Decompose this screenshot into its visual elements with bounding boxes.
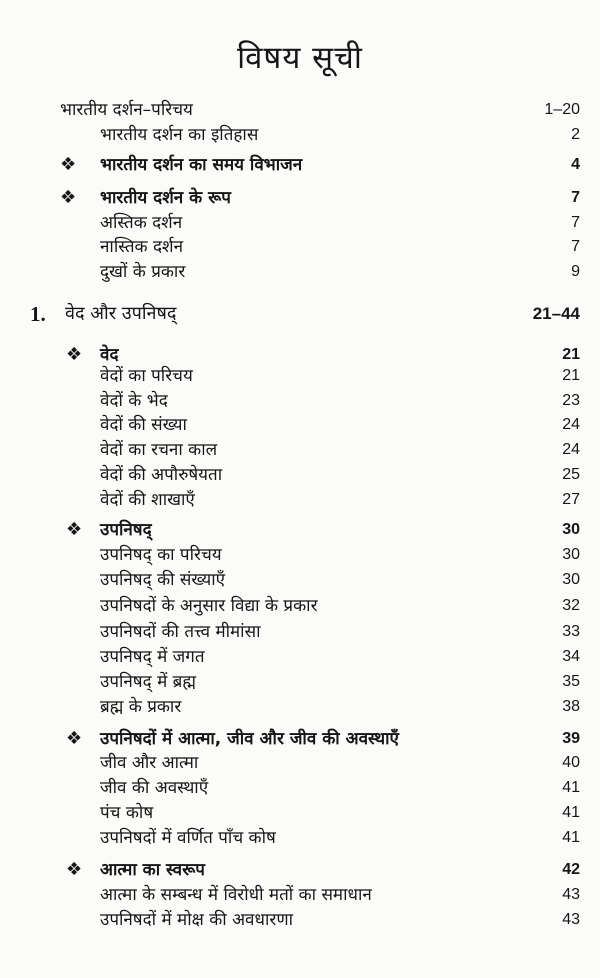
toc-entry-label: आत्मा का स्वरूप <box>100 860 205 880</box>
toc-entry-label: उपनिषदों की तत्त्व मीमांसा <box>100 622 261 642</box>
toc-entry <box>0 751 600 775</box>
toc-entry-label: उपनिषदों में मोक्ष की अवधारणा <box>100 910 294 930</box>
toc-entry-label: वेदों के भेद <box>100 391 168 411</box>
toc-entry-label: भारतीय दर्शन का समय विभाजन <box>100 155 303 175</box>
toc-entry <box>0 594 600 618</box>
toc-entry-page: 7 <box>571 189 580 206</box>
toc-entry-label: ब्रह्म के प्रकार <box>100 697 182 717</box>
toc-entry-page: 41 <box>562 829 580 846</box>
toc-entry-page: 30 <box>562 546 580 563</box>
toc-entry <box>0 543 600 567</box>
toc-entry-page: 38 <box>562 698 580 715</box>
chapter-number: 1. <box>30 302 46 326</box>
bullet-icon: ❖ <box>66 728 83 749</box>
toc-entry-page: 24 <box>562 441 580 458</box>
toc-entry-label: भारतीय दर्शन का इतिहास <box>100 125 259 145</box>
toc-entry <box>0 826 600 850</box>
toc-section <box>0 858 600 882</box>
toc-section <box>0 153 600 177</box>
toc-entry-label: वेदों की अपौरुषेयता <box>100 465 223 485</box>
toc-section <box>0 186 600 210</box>
toc-entry-page: 7 <box>571 214 580 231</box>
bullet-icon: ❖ <box>60 154 77 175</box>
toc-entry-page: 30 <box>562 521 580 538</box>
toc-entry-page: 42 <box>562 861 580 878</box>
toc-entry-page: 40 <box>562 754 580 771</box>
toc-entry-page: 21 <box>562 346 580 363</box>
toc-entry-label: उपनिषद् <box>100 520 152 540</box>
bullet-icon: ❖ <box>60 187 77 208</box>
toc-entry-label: अस्तिक दर्शन <box>100 213 183 233</box>
toc-entry <box>0 413 600 437</box>
toc-section <box>0 518 600 542</box>
toc-entry-label: उपनिषदों में वर्णित पाँच कोष <box>100 828 276 848</box>
toc-entry <box>0 670 600 694</box>
toc-entry <box>0 883 600 907</box>
toc-entry-page: 21–44 <box>532 304 580 323</box>
toc-entry-page: 9 <box>571 263 580 280</box>
toc-entry-label: वेदों की शाखाएँ <box>100 490 195 510</box>
toc-entry-page: 34 <box>562 648 580 665</box>
toc-section <box>0 727 600 751</box>
toc-entry <box>0 364 600 388</box>
toc-entry-page: 43 <box>562 911 580 928</box>
toc-entry-page: 21 <box>562 367 580 384</box>
toc-entry-page: 1–20 <box>544 101 580 118</box>
toc-entry-label: उपनिषद् में ब्रह्म <box>100 672 196 692</box>
toc-entry-page: 30 <box>562 571 580 588</box>
toc-entry <box>0 620 600 644</box>
bullet-icon: ❖ <box>66 859 83 880</box>
toc-entry-page: 39 <box>562 730 580 747</box>
toc-entry <box>0 776 600 800</box>
toc-entry-label: वेद <box>100 345 119 365</box>
toc-entry-page: 2 <box>571 126 580 143</box>
toc-entry-label: पंच कोष <box>100 803 154 823</box>
bullet-icon: ❖ <box>66 344 83 365</box>
toc-entry-page: 41 <box>562 804 580 821</box>
toc-entry-label: भारतीय दर्शन के रूप <box>100 188 231 208</box>
toc-entry-page: 35 <box>562 673 580 690</box>
toc-entry-label: वेदों का परिचय <box>100 366 193 386</box>
toc-entry <box>0 488 600 512</box>
toc-entry-label: नास्तिक दर्शन <box>100 237 184 257</box>
toc-entry-label: भारतीय दर्शन–परिचय <box>60 100 193 120</box>
toc-entry-label: उपनिषद् में जगत <box>100 647 205 667</box>
toc-entry-page: 7 <box>571 238 580 255</box>
toc-entry <box>0 260 600 284</box>
toc-entry-label: वेदों का रचना काल <box>100 440 218 460</box>
toc-entry-page: 33 <box>562 623 580 640</box>
toc-entry-label: उपनिषद् का परिचय <box>100 545 222 565</box>
toc-entry-page: 4 <box>571 156 580 173</box>
toc-entry-label: उपनिषद् की संख्याएँ <box>100 570 226 590</box>
toc-entry-label: वेदों की संख्या <box>100 415 187 435</box>
toc-entry-label: उपनिषदों में आत्मा, जीव और जीव की अवस्थाएँ <box>100 729 399 749</box>
toc-entry-page: 25 <box>562 466 580 483</box>
toc-entry-label: वेद और उपनिषद् <box>65 303 177 324</box>
toc-entry <box>0 389 600 413</box>
bullet-icon: ❖ <box>66 519 83 540</box>
toc-entry <box>0 235 600 259</box>
toc-entry-label: उपनिषदों के अनुसार विद्या के प्रकार <box>100 596 318 616</box>
toc-entry-page: 27 <box>562 491 580 508</box>
toc-entry-page: 41 <box>562 779 580 796</box>
toc-entry <box>0 98 600 122</box>
toc-entry <box>0 123 600 147</box>
toc-entry-page: 23 <box>562 392 580 409</box>
toc-entry-label: जीव की अवस्थाएँ <box>100 778 209 798</box>
toc-entry-label: दुखों के प्रकार <box>100 262 186 282</box>
toc-entry-page: 43 <box>562 886 580 903</box>
toc-entry <box>0 695 600 719</box>
toc-entry <box>0 801 600 825</box>
toc-entry-page: 24 <box>562 416 580 433</box>
toc-entry <box>0 463 600 487</box>
toc-entry <box>0 438 600 462</box>
toc-entry <box>0 568 600 592</box>
toc-chapter <box>0 302 600 326</box>
toc-entry <box>0 908 600 932</box>
toc-entry-page: 32 <box>562 597 580 614</box>
toc-entry <box>0 645 600 669</box>
toc-entry-label: जीव और आत्मा <box>100 753 199 773</box>
page-title: विषय सूची <box>237 40 363 76</box>
toc-entry-label: आत्मा के सम्बन्ध में विरोधी मतों का समाधान <box>100 885 372 905</box>
toc-entry <box>0 211 600 235</box>
